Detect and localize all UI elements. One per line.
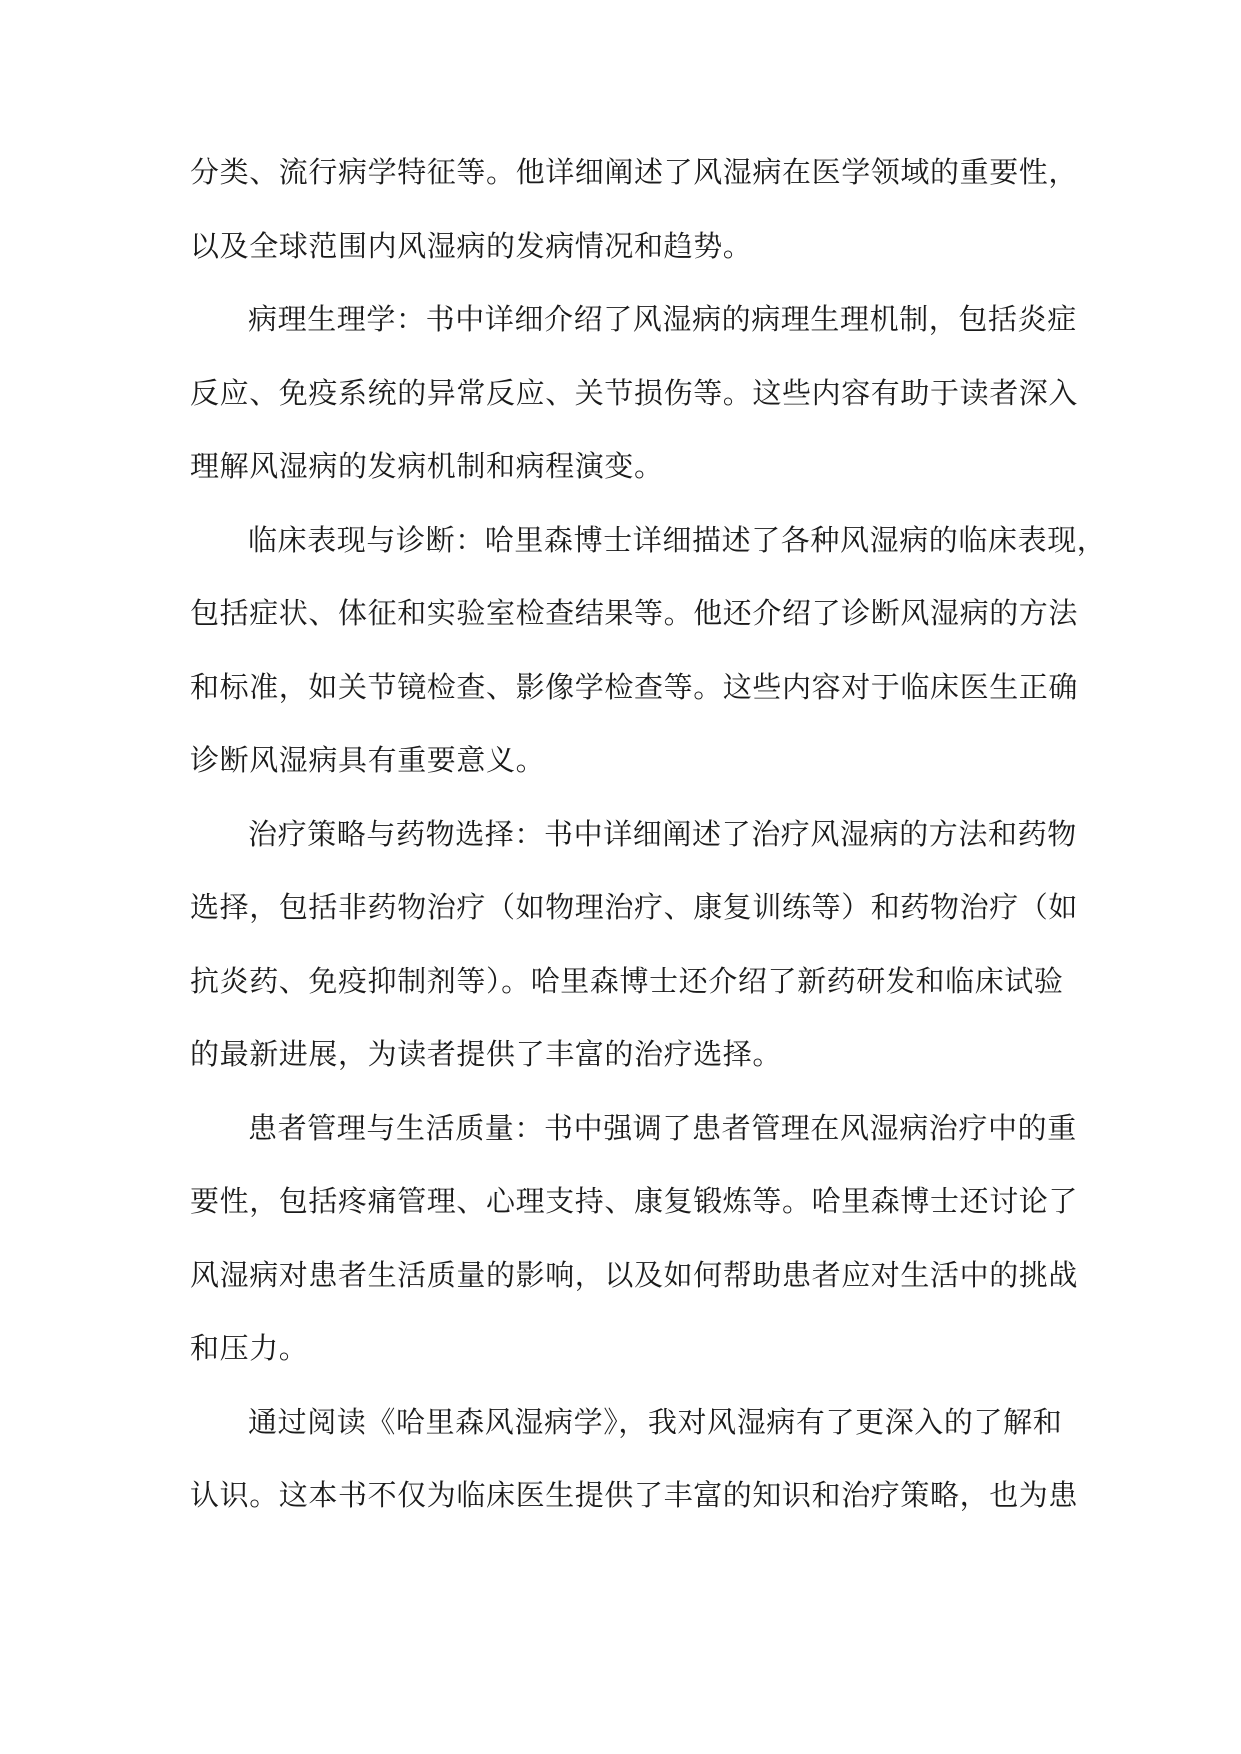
text-line: 选择，包括非药物治疗（如物理治疗、康复训练等）和药物治疗（如	[190, 890, 1079, 924]
text-line: 治疗策略与药物选择：书中详细阐述了治疗风湿病的方法和药物	[248, 816, 1077, 851]
text-line: 抗炎药、免疫抑制剂等）。哈里森博士还介绍了新药研发和临床试验	[190, 963, 1064, 998]
text-line: 患者管理与生活质量：书中强调了患者管理在风湿病治疗中的重	[248, 1110, 1077, 1145]
body-text	[190, 136, 1107, 1533]
paragraph-pathophysiology	[190, 283, 1079, 504]
text-line: 通过阅读《哈里森风湿病学》，我对风湿病有了更深入的了解和	[248, 1404, 1063, 1439]
text-line: 风湿病对患者生活质量的影响，以及如何帮助患者应对生活中的挑战	[190, 1257, 1079, 1292]
text-line: 以及全球范围内风湿病的发病情况和趋势。	[190, 228, 753, 263]
paragraph-treatment	[190, 798, 1079, 1092]
text-line: 诊断风湿病具有重要意义。	[190, 743, 546, 777]
text-line: 认识。这本书不仅为临床医生提供了丰富的知识和治疗策略，也为患	[190, 1478, 1079, 1512]
paragraph-conclusion	[190, 1386, 1079, 1533]
text-line: 和标准，如关节镜检查、影像学检查等。这些内容对于临床医生正确	[190, 669, 1079, 704]
text-line: 和压力。	[190, 1331, 309, 1365]
text-line: 分类、流行病学特征等。他详细阐述了风湿病在医学领域的重要性，	[190, 155, 1079, 189]
text-line: 的最新进展，为读者提供了丰富的治疗选择。	[190, 1037, 783, 1071]
paragraph-overview-continuation	[190, 136, 1079, 283]
text-line: 包括症状、体征和实验室检查结果等。他还介绍了诊断风湿病的方法	[190, 596, 1079, 630]
paragraph-patient-management	[190, 1092, 1079, 1386]
text-line: 要性，包括疼痛管理、心理支持、康复锻炼等。哈里森博士还讨论了	[190, 1184, 1079, 1218]
paragraph-clinical-diagnosis	[190, 504, 1107, 798]
text-line: 病理生理学：书中详细介绍了风湿病的病理生理机制，包括炎症	[248, 302, 1077, 336]
text-line: 理解风湿病的发病机制和病程演变。	[190, 449, 664, 483]
text-line: 反应、免疫系统的异常反应、关节损伤等。这些内容有助于读者深入	[190, 375, 1079, 410]
text-line: 临床表现与诊断：哈里森博士详细描述了各种风湿病的临床表现，	[248, 522, 1107, 557]
